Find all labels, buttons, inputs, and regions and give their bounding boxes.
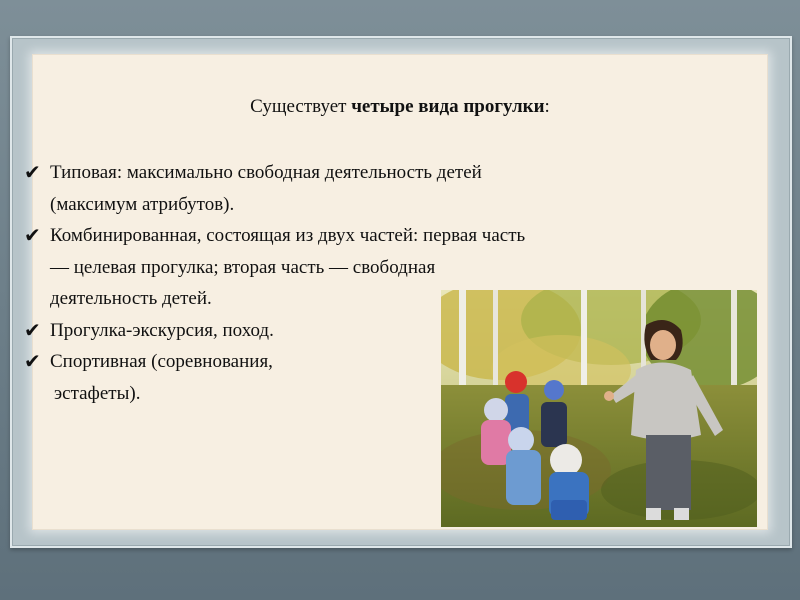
item-line: деятельность детей. <box>50 288 212 309</box>
checkmark-icon: ✔ <box>24 160 41 184</box>
title-bold: четыре вида прогулки <box>351 96 545 117</box>
item-line: Комбинированная, состоящая из двух частей: первая часть <box>50 225 526 246</box>
forest-walk-photo <box>441 290 757 527</box>
slide-title <box>0 96 800 118</box>
item-line: — целевая прогулка; вторая часть — свободная <box>50 256 436 278</box>
title-prefix: Существует <box>250 96 352 117</box>
item-line: Типовая: максимально свободная деятельность детей <box>50 162 482 183</box>
photo-illustration <box>441 290 757 527</box>
checkmark-icon: ✔ <box>24 317 41 342</box>
list-item <box>24 157 744 220</box>
item-line: (максимум атрибутов). <box>50 193 235 215</box>
checkmark-icon: ✔ <box>24 349 41 373</box>
item-line: Спортивная (соревнования, <box>50 351 273 372</box>
item-line: Прогулка-экскурсия, поход. <box>50 319 274 341</box>
item-line: эстафеты). <box>54 382 141 404</box>
checkmark-icon: ✔ <box>24 223 41 247</box>
title-suffix: : <box>544 96 550 117</box>
